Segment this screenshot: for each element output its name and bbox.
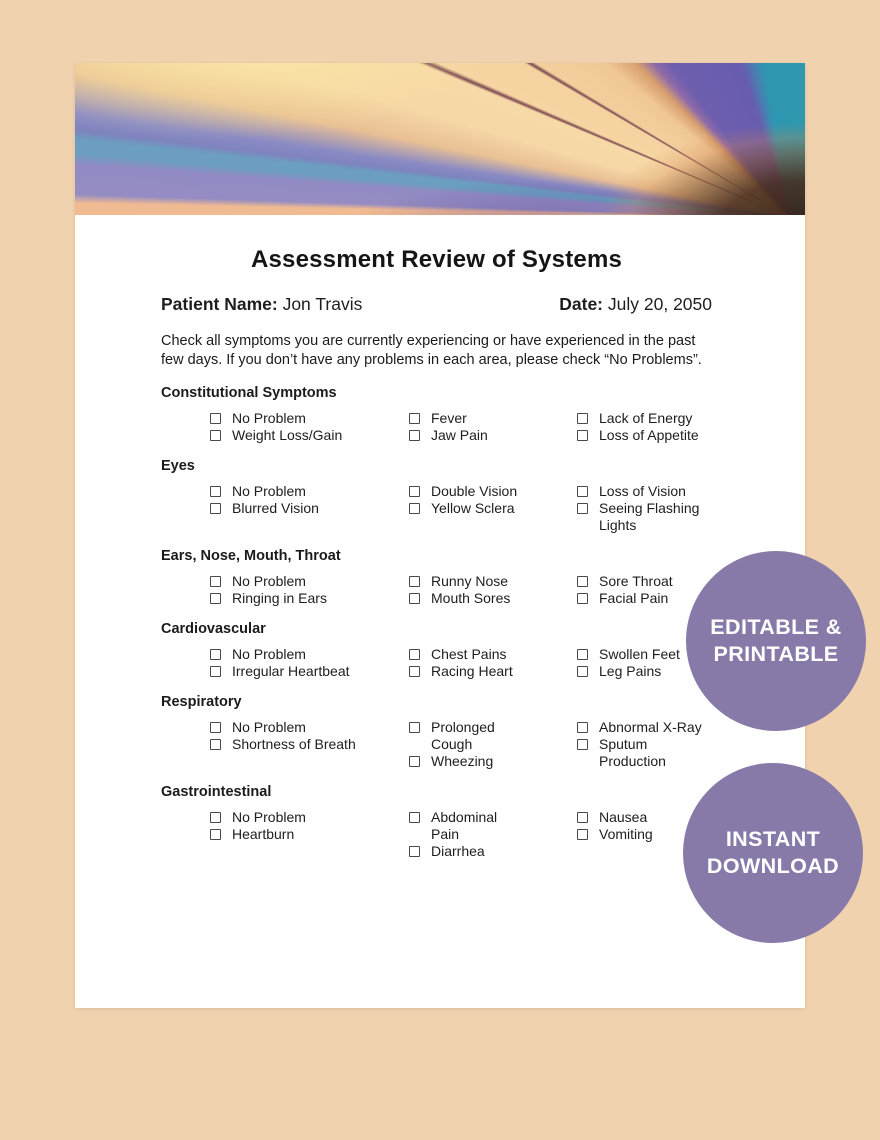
checklist-item [409, 483, 577, 500]
checklist-item-label: Chest Pains [431, 645, 507, 662]
checkbox-icon[interactable] [409, 503, 420, 514]
column-3 [577, 573, 712, 607]
column-2 [409, 410, 577, 444]
checkbox-icon[interactable] [409, 413, 420, 424]
section-respiratory [161, 693, 712, 770]
checkbox-icon[interactable] [210, 666, 221, 677]
header-image [75, 63, 805, 215]
column-3 [577, 410, 712, 444]
checkbox-icon[interactable] [577, 486, 588, 497]
checkbox-icon[interactable] [577, 503, 588, 514]
section-heading: Respiratory [161, 693, 242, 710]
checklist-item-label: Shortness of Breath [232, 735, 356, 752]
section-columns [161, 809, 712, 860]
date-value: July 20, 2050 [607, 294, 712, 314]
checkbox-icon[interactable] [210, 413, 221, 424]
checkbox-icon[interactable] [210, 593, 221, 604]
section-heading: Ears, Nose, Mouth, Throat [161, 547, 341, 564]
checklist-item-label: No Problem [232, 572, 306, 589]
checklist-item-label: Double Vision [431, 482, 518, 499]
checklist-item [577, 483, 712, 500]
checklist-item-label: Swollen Feet [599, 645, 680, 662]
instructions-text: Check all symptoms you are currently experiencing or have experienced in the past few days. If you don’t have any problems in each area, please check “No Problems”. [161, 333, 702, 369]
checklist-item-label: Leg Pains [599, 662, 662, 679]
checklist-item-label: Blurred Vision [232, 499, 319, 516]
date-label: Date: [559, 294, 604, 314]
section-ears-nose-mouth-throat [161, 547, 712, 607]
checkbox-icon[interactable] [577, 722, 588, 733]
section-heading: Eyes [161, 457, 195, 474]
checklist-item-label: No Problem [232, 808, 306, 825]
checklist-item [409, 809, 577, 843]
checkbox-icon[interactable] [409, 576, 420, 587]
column-1 [210, 809, 409, 860]
badge-text-line: DOWNLOAD [706, 854, 840, 878]
section-columns [161, 483, 712, 534]
checklist-item [210, 736, 409, 753]
checkbox-icon[interactable] [409, 722, 420, 733]
patient-name-field [161, 294, 362, 315]
checkbox-icon[interactable] [577, 829, 588, 840]
section-heading: Constitutional Symptoms [161, 384, 337, 401]
checklist-item [409, 590, 577, 607]
checkbox-icon[interactable] [577, 576, 588, 587]
checklist-item-label: Nausea [599, 808, 648, 825]
column-3 [577, 719, 712, 770]
checklist-item [210, 410, 409, 427]
checklist-item-label: Prolonged Cough [431, 718, 495, 752]
column-2 [409, 573, 577, 607]
section-heading: Gastrointestinal [161, 783, 272, 800]
column-1 [210, 483, 409, 534]
checkbox-icon[interactable] [210, 739, 221, 750]
checklist-item [409, 843, 577, 860]
checklist-item-label: Abnormal X-Ray [599, 718, 702, 735]
checklist-item [210, 500, 409, 517]
section-columns [161, 719, 712, 770]
checklist-item-label: Vomiting [599, 825, 653, 842]
checkbox-icon[interactable] [409, 486, 420, 497]
checklist-item-label: Runny Nose [431, 572, 509, 589]
checklist-item [577, 427, 712, 444]
checklist-item-label: Lack of Energy [599, 409, 693, 426]
column-1 [210, 573, 409, 607]
badge-editable-printable [686, 551, 866, 731]
checkbox-icon[interactable] [210, 829, 221, 840]
checklist-item [210, 427, 409, 444]
column-2 [409, 483, 577, 534]
checklist-item-label: No Problem [232, 409, 306, 426]
checklist-item-label: Irregular Heartbeat [232, 662, 350, 679]
checklist-sections [161, 384, 712, 860]
checklist-item-label: Loss of Appetite [599, 426, 699, 443]
checklist-item-label: No Problem [232, 482, 306, 499]
checklist-item [210, 719, 409, 736]
column-1 [210, 719, 409, 770]
checkbox-icon[interactable] [210, 430, 221, 441]
checklist-item [210, 826, 409, 843]
checklist-item [409, 719, 577, 753]
checklist-item-label: Ringing in Ears [232, 589, 327, 606]
checklist-item [210, 590, 409, 607]
checklist-item [577, 500, 712, 534]
document-content [75, 246, 805, 860]
checklist-item-label: Facial Pain [599, 589, 669, 606]
meta-row [161, 294, 712, 315]
section-eyes [161, 457, 712, 534]
checkbox-icon[interactable] [409, 756, 420, 767]
checklist-item [210, 646, 409, 663]
column-2 [409, 809, 577, 860]
checkbox-icon[interactable] [409, 649, 420, 660]
checkbox-icon[interactable] [409, 666, 420, 677]
checklist-item [409, 500, 577, 517]
checklist-item-label: Fever [431, 409, 467, 426]
section-heading: Cardiovascular [161, 620, 266, 637]
checklist-item [577, 590, 712, 607]
checklist-item [577, 736, 712, 770]
checklist-item-label: Wheezing [431, 752, 494, 769]
checkbox-icon[interactable] [210, 576, 221, 587]
checkbox-icon[interactable] [577, 666, 588, 677]
checklist-item [409, 410, 577, 427]
checkbox-icon[interactable] [210, 649, 221, 660]
checkbox-icon[interactable] [210, 503, 221, 514]
checklist-item [210, 809, 409, 826]
checklist-item-label: Jaw Pain [431, 426, 488, 443]
checklist-item-label: Abdominal Pain [431, 808, 498, 842]
checkbox-icon[interactable] [210, 722, 221, 733]
checklist-item-label: Loss of Vision [599, 482, 686, 499]
column-1 [210, 410, 409, 444]
column-1 [210, 646, 409, 680]
checklist-item-label: Heartburn [232, 825, 295, 842]
checklist-item [210, 663, 409, 680]
checkbox-icon[interactable] [409, 430, 420, 441]
checkbox-icon[interactable] [577, 413, 588, 424]
checklist-item-label: Sore Throat [599, 572, 673, 589]
checklist-item [577, 573, 712, 590]
checklist-item-label: Racing Heart [431, 662, 513, 679]
patient-name-label: Patient Name: [161, 294, 278, 314]
checkbox-icon[interactable] [577, 739, 588, 750]
badge-text-line: INSTANT [725, 827, 821, 852]
page-title: Assessment Review of Systems [250, 246, 623, 273]
section-constitutional-symptoms [161, 384, 712, 444]
checklist-item [409, 427, 577, 444]
checklist-item [577, 410, 712, 427]
checkbox-icon[interactable] [210, 812, 221, 823]
checklist-item-label: No Problem [232, 718, 306, 735]
badge-text-line: PRINTABLE [713, 642, 839, 666]
checkbox-icon[interactable] [210, 486, 221, 497]
checklist-item-label: Yellow Sclera [431, 499, 515, 516]
checklist-item [409, 573, 577, 590]
column-2 [409, 719, 577, 770]
checklist-item-label: Mouth Sores [431, 589, 511, 606]
section-columns [161, 646, 712, 680]
checkbox-icon[interactable] [409, 593, 420, 604]
checklist-item-label: Sputum Production [599, 735, 666, 769]
column-3 [577, 483, 712, 534]
checklist-item-label: Diarrhea [431, 842, 485, 859]
section-columns [161, 573, 712, 607]
checkbox-icon[interactable] [409, 812, 420, 823]
section-gastrointestinal [161, 783, 712, 860]
checklist-item [409, 663, 577, 680]
checklist-item-label: Weight Loss/Gain [232, 426, 343, 443]
checkbox-icon[interactable] [577, 649, 588, 660]
checkbox-icon[interactable] [409, 846, 420, 857]
checkbox-icon[interactable] [577, 812, 588, 823]
checklist-item [577, 719, 712, 736]
checklist-item [210, 573, 409, 590]
checklist-item-label: Seeing Flashing Lights [599, 499, 700, 533]
checklist-item [409, 753, 577, 770]
section-columns [161, 410, 712, 444]
patient-name-value: Jon Travis [282, 294, 363, 314]
checkbox-icon[interactable] [577, 593, 588, 604]
badge-instant-download [683, 763, 863, 943]
checklist-item [409, 646, 577, 663]
checklist-item [210, 483, 409, 500]
checkbox-icon[interactable] [577, 430, 588, 441]
section-cardiovascular [161, 620, 712, 680]
date-field [559, 294, 712, 315]
checklist-item-label: No Problem [232, 645, 306, 662]
column-2 [409, 646, 577, 680]
badge-text-line: EDITABLE & [710, 615, 842, 640]
